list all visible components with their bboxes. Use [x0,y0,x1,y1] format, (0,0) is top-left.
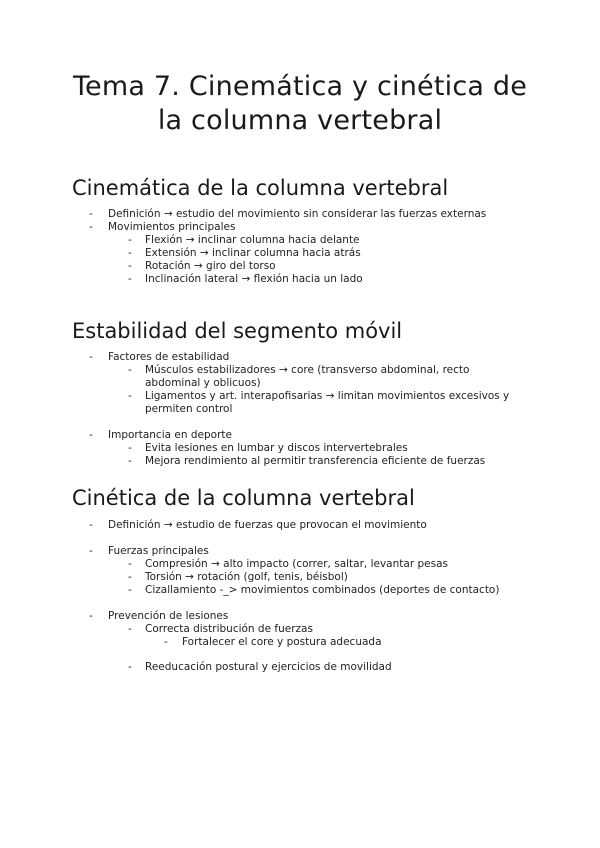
list-item: Evita lesiones en lumbar y discos intervertebrales [145,442,408,454]
list-item: Cizallamiento -_> movimientos combinados (deportes de contacto) [145,584,500,596]
list-item: Rotación → giro del torso [145,260,276,272]
bullet-dash: - [128,571,132,583]
list-item: Correcta distribución de fuerzas [145,623,313,635]
bullet-dash: - [128,661,132,673]
bullet-dash: - [128,455,132,467]
bullet-dash: - [128,260,132,272]
bullet-dash: - [164,636,168,648]
bullet-dash: - [128,584,132,596]
list-item: Prevención de lesiones [108,610,229,622]
heading-estabilidad: Estabilidad del segmento móvil [72,319,403,343]
list-item: Flexión → inclinar columna hacia delante [145,234,360,246]
bullet-dash: - [89,208,93,220]
list-item: Músculos estabilizadores → core (transverso abdominal, recto [145,364,470,376]
title-line-2: la columna vertebral [157,105,443,136]
list-item-continuation: abdominal y oblicuos) [145,377,261,389]
page-title [0,70,600,138]
list-item: Fortalecer el core y postura adecuada [182,636,382,648]
list-item: Factores de estabilidad [108,351,230,363]
bullet-dash: - [89,351,93,363]
list-item: Importancia en deporte [108,429,232,441]
bullet-dash: - [128,247,132,259]
heading-cinetica: Cinética de la columna vertebral [72,486,415,510]
list-item: Reeducación postural y ejercicios de movilidad [145,661,392,673]
list-item: Mejora rendimiento al permitir transferencia eficiente de fuerzas [145,455,486,467]
bullet-dash: - [128,390,132,402]
bullet-dash: - [128,442,132,454]
bullet-dash: - [128,273,132,285]
bullet-dash: - [89,221,93,233]
bullet-dash: - [128,623,132,635]
bullet-dash: - [128,558,132,570]
list-item-continuation: permiten control [145,403,233,415]
list-item: Fuerzas principales [108,545,209,557]
list-item: Definición → estudio de fuerzas que provocan el movimiento [108,519,427,531]
title-line-1: Tema 7. Cinemática y cinética de [72,71,528,102]
list-item: Ligamentos y art. interapofisarias → limitan movimientos excesivos y [145,390,510,402]
bullet-dash: - [89,545,93,557]
bullet-dash: - [128,234,132,246]
list-item: Compresión → alto impacto (correr, saltar, levantar pesas [145,558,448,570]
bullet-dash: - [89,519,93,531]
heading-cinematica: Cinemática de la columna vertebral [72,176,449,200]
list-item: Extensión → inclinar columna hacia atrás [145,247,361,259]
list-item: Definición → estudio del movimiento sin considerar las fuerzas externas [108,208,487,220]
list-item: Movimientos principales [108,221,236,233]
bullet-dash: - [89,429,93,441]
bullet-dash: - [89,610,93,622]
list-item: Inclinación lateral → flexión hacia un lado [145,273,363,285]
bullet-dash: - [128,364,132,376]
list-item: Torsión → rotación (golf, tenis, béisbol) [145,571,348,583]
